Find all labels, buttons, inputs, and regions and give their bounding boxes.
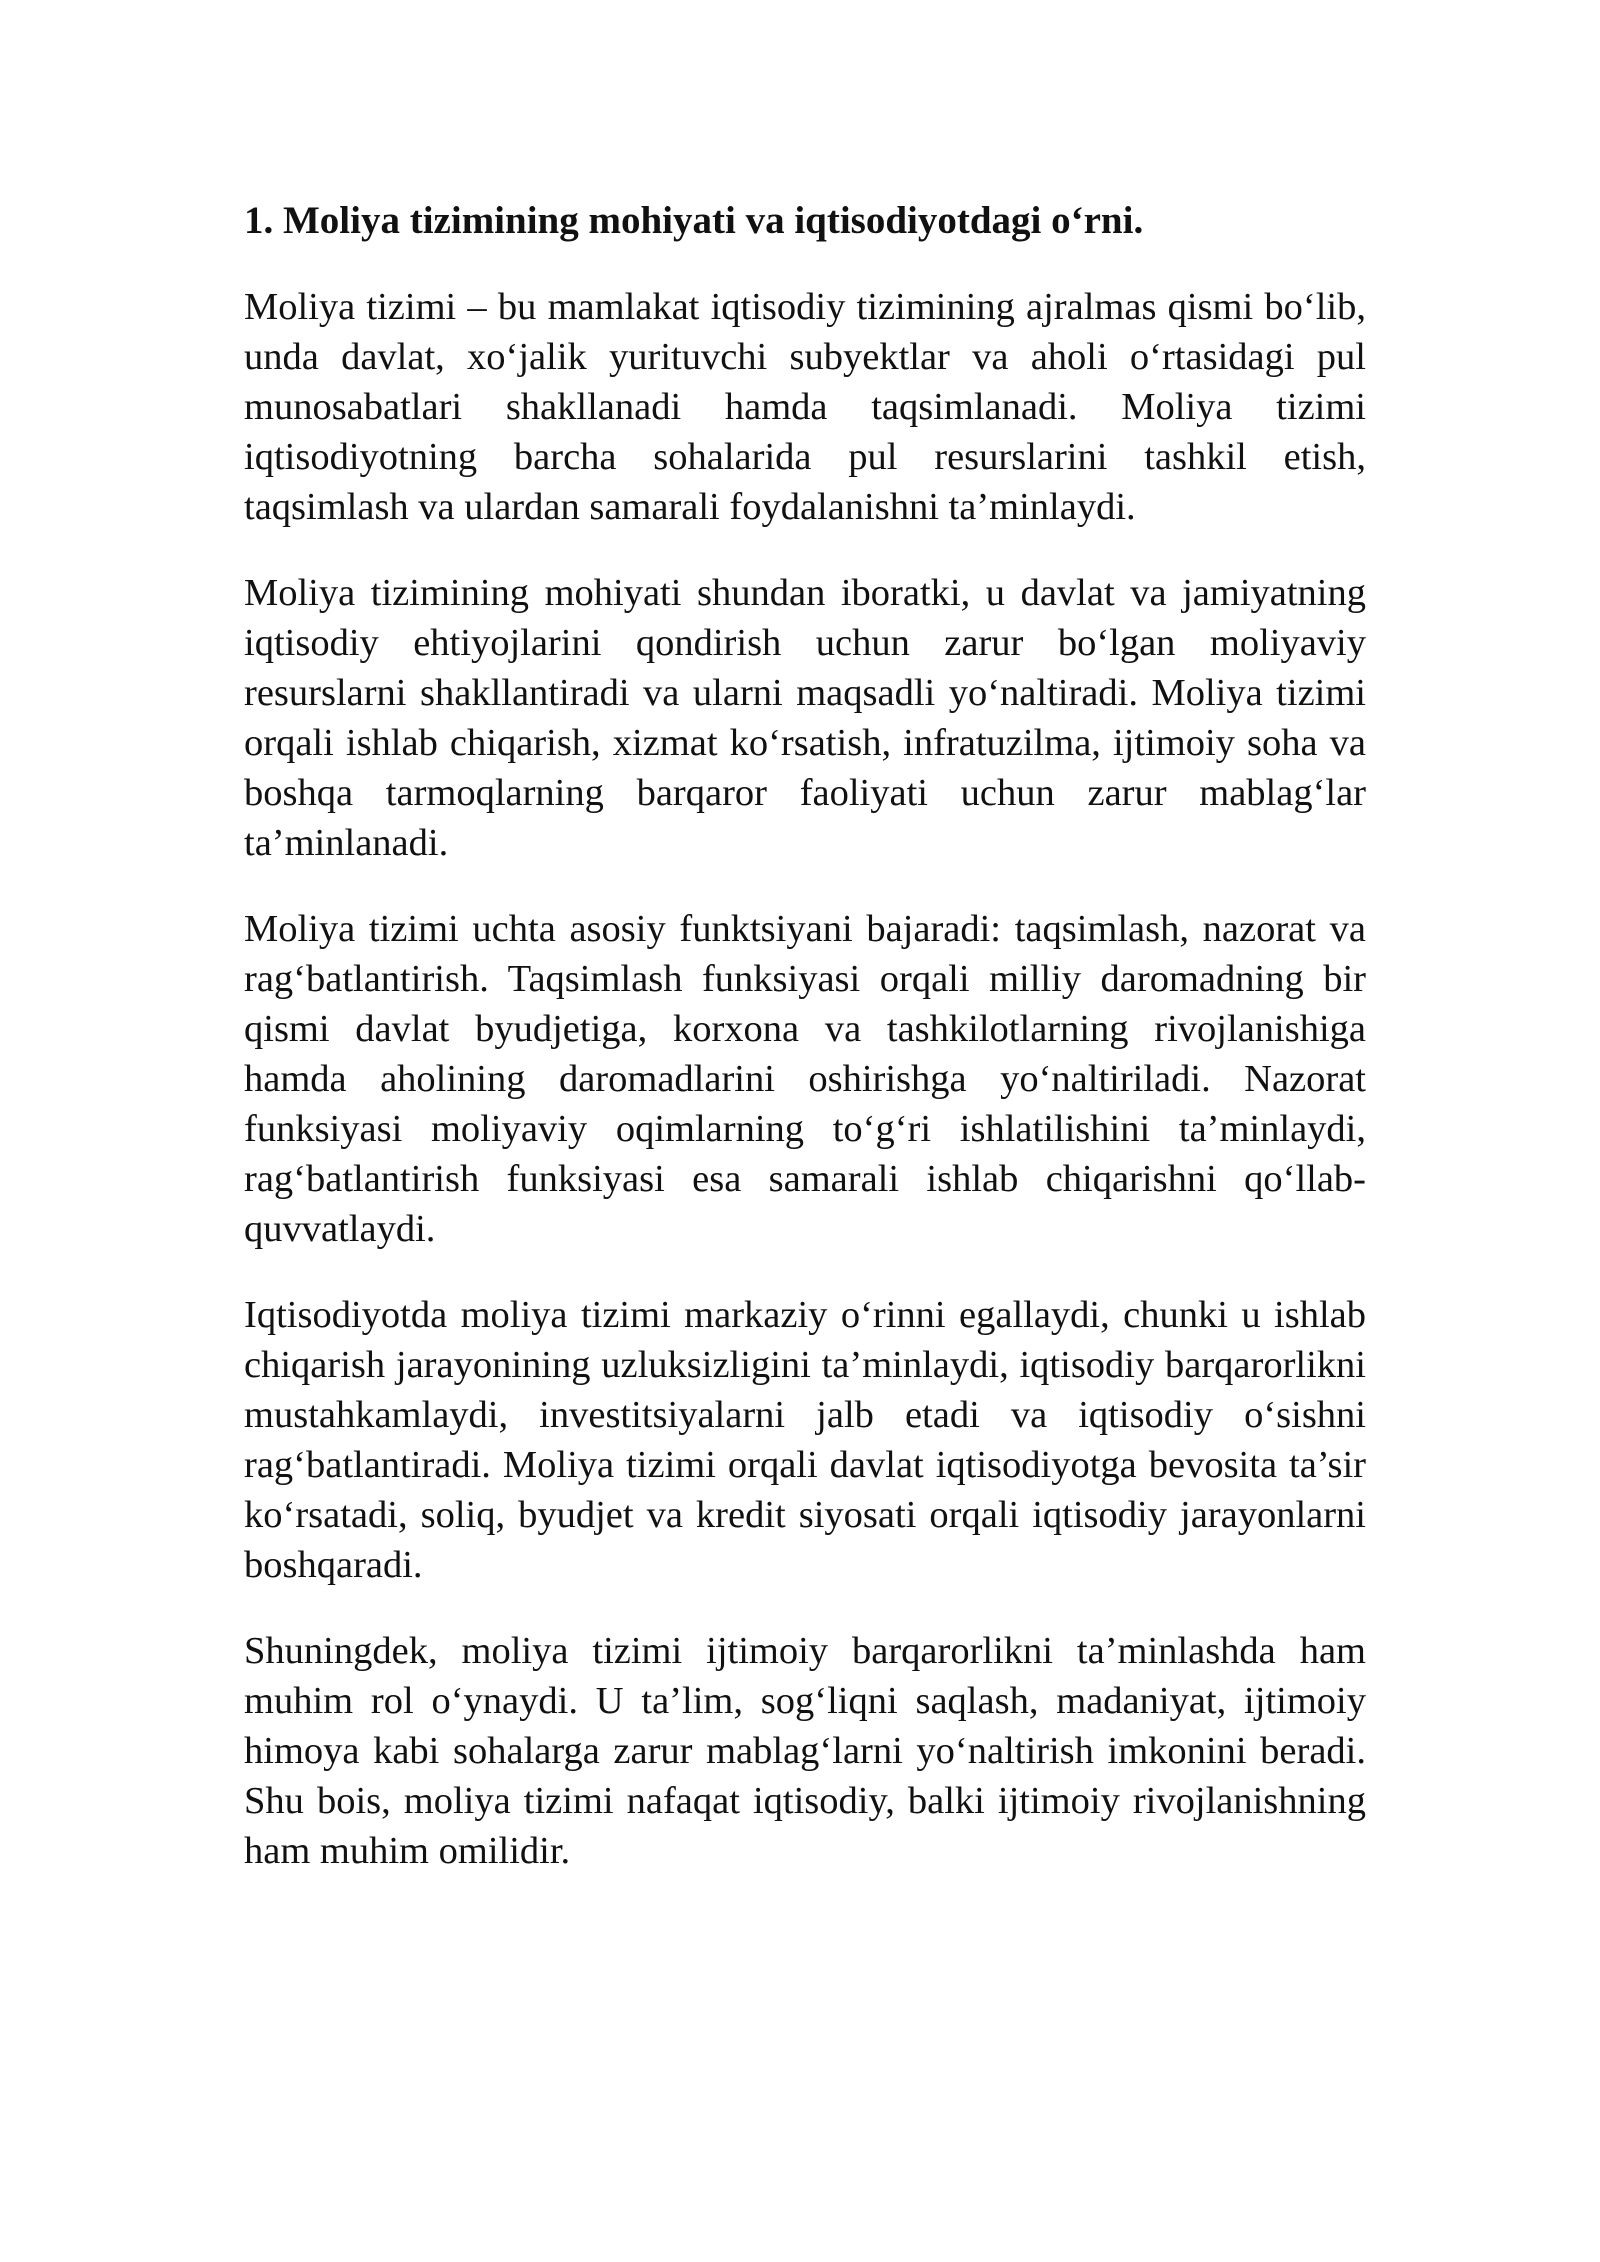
document-body [244, 196, 1366, 1912]
paragraph-1: Moliya tizimi – bu mamlakat iqtisodiy tizimining ajralmas qismi bo‘lib, unda davlat, xo‘jalik yurituvchi subyektlar va aholi o‘rtasidagi pul munosabatlari shakllanadi hamda taqsimlanadi. Moliya tizimi iqtisodiyotning barcha sohalarida pul resurslarini tashkil etish, taqsimlash va ulardan samarali foydalanishni ta’minlaydi. [244, 286, 1366, 528]
paragraph-5: Shuningdek, moliya tizimi ijtimoiy barqarorlikni ta’minlashda ham muhim rol o‘ynaydi. U ta’lim, sog‘liqni saqlash, madaniyat, ijtimoiy himoya kabi sohalarga zarur mablag‘larni yo‘naltirish imkonini beradi. Shu bois, moliya tizimi nafaqat iqtisodiy, balki ijtimoiy rivojlanishning ham muhim omilidir. [244, 1630, 1366, 1872]
section-heading: 1. Moliya tizimining mohiyati va iqtisodiyotdagi o‘rni. [244, 199, 1144, 242]
paragraph-2: Moliya tizimining mohiyati shundan iboratki, u davlat va jamiyatning iqtisodiy ehtiyojlarini qondirish uchun zarur bo‘lgan moliyaviy resurslarni shakllantiradi va ularni maqsadli yo‘naltiradi. Moliya tizimi orqali ishlab chiqarish, xizmat ko‘rsatish, infratuzilma, ijtimoiy soha va boshqa tarmoqlarning barqaror faoliyati uchun zarur mablag‘lar ta’minlanadi. [244, 572, 1366, 864]
paragraph-3: Moliya tizimi uchta asosiy funktsiyani bajaradi: taqsimlash, nazorat va rag‘batlantirish. Taqsimlash funksiyasi orqali milliy daromadning bir qismi davlat byudjetiga, korxona va tashkilotlarning rivojlanishiga hamda aholining daromadlarini oshirishga yo‘naltiriladi. Nazorat funksiyasi moliyaviy oqimlarning to‘g‘ri ishlatilishini ta’minlaydi, rag‘batlantirish funksiyasi esa samarali ishlab chiqarishni qo‘llab-quvvatlaydi. [244, 908, 1366, 1250]
paragraph-4: Iqtisodiyotda moliya tizimi markaziy o‘rinni egallaydi, chunki u ishlab chiqarish jarayonining uzluksizligini ta’minlaydi, iqtisodiy barqarorlikni mustahkamlaydi, investitsiyalarni jalb etadi va iqtisodiy o‘sishni rag‘batlantiradi. Moliya tizimi orqali davlat iqtisodiyotga bevosita ta’sir ko‘rsatadi, soliq, byudjet va kredit siyosati orqali iqtisodiy jarayonlarni boshqaradi. [244, 1294, 1366, 1586]
